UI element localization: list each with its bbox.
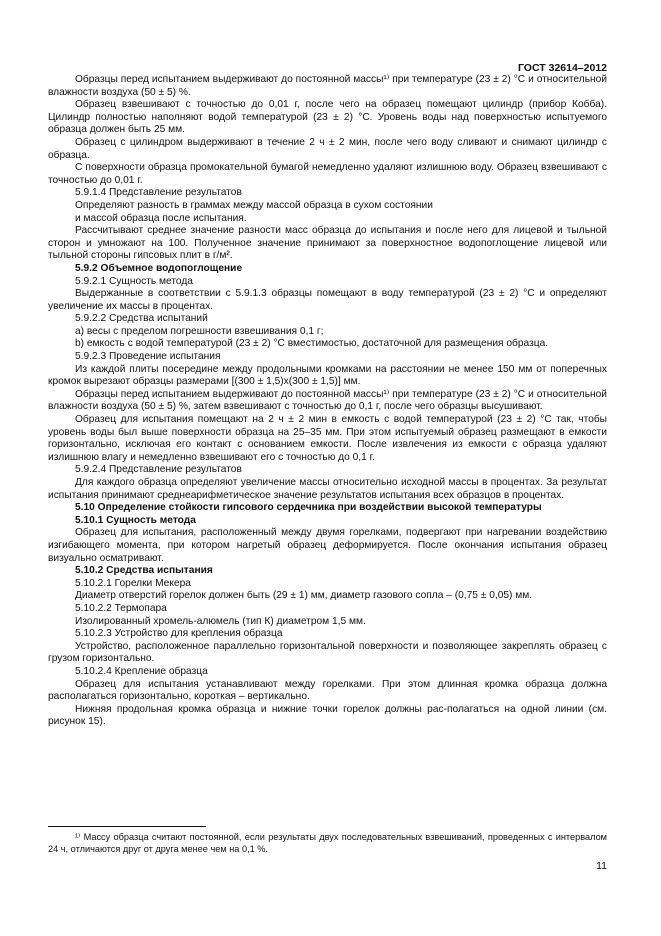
paragraph: Образец для испытания, расположенный между двумя горелками, подвергают при нагревании воздействию изгибающего момента, при котором нагретый образец деформируется. После окончания испытания образец визуально осматривают. [48, 527, 607, 564]
paragraph: Образцы перед испытанием выдерживают до постоянной массы¹⁾ при температуре (23 ± 2) °С и относительной влажности воздуха (50 ± 5) %. [48, 74, 607, 98]
paragraph: 5.10.2.3 Устройство для крепления образца [75, 628, 283, 640]
page-number: 11 [596, 860, 607, 872]
paragraph: 5.9.2 Объемное водопоглощение [75, 262, 243, 274]
footnote-divider [48, 826, 206, 827]
paragraph: Изолированный хромель-алюмель (тип К) диаметром 1,5 мм. [75, 615, 366, 627]
paragraph: Образцы перед испытанием выдерживают до постоянной массы¹⁾ при температуре (23 ± 2) °С и относительной влажности воздуха (50 ± 5) %, затем взвешивают с точностью до 0,1 г, после чего образцы высушивают. [48, 388, 607, 413]
paragraph: С поверхности образца промокательной бумагой немедленно удаляют излишнюю воду. Образец взвешивают с точностью до 0,01 г. [48, 162, 607, 186]
document-header: ГОСТ 32614–2012 [517, 62, 607, 74]
paragraph: Нижняя продольная кромка образца и нижние точки горелок должны рас-полагаться на одной линии (см. рисунок 15). [48, 703, 607, 728]
paragraph: Образец для испытания устанавливают между горелками. При этом длинная кромка образца должна располагаться горизонтально, короткая – вертикально. [48, 678, 607, 703]
paragraph: Устройство, расположенное параллельно горизонтальной поверхности и позволяющее закреплять образец с грузом горизонтально. [48, 640, 607, 665]
paragraph: Диаметр отверстий горелок должен быть (29 ± 1) мм, диаметр газового сопла – (0,75 ± 0,05) мм. [75, 590, 533, 602]
paragraph: Образец для испытания помещают на 2 ч ± 2 мин в емкость с водой температурой (23 ± 2) °С так, чтобы уровень воды был выше поверхности образца на 25–35 мм. При этом испытуемый образец размещают в емкости горизонтально, исключая его контакт с основанием емкости. После извлечения из емкости с образца удаляют излишнюю влагу и немедленно взвешивают его с точностью до 0,1 г. [48, 414, 607, 463]
paragraph: b) емкость с водой температурой (23 ± 2) °С вместимостью, достаточной для размещения образца. [75, 338, 549, 350]
paragraph: Образец взвешивают с точностью до 0,01 г, после чего на образец помещают цилиндр (прибор Кобба). Цилиндр полностью наполняют водой температурой (23 ± 2) °С. Уровень воды над поверхностью испытуемого образца должен быть 25 мм. [48, 99, 607, 136]
paragraph: 5.9.1.4 Представление результатов [75, 187, 242, 199]
paragraph: 5.9.2.1 Сущность метода [75, 275, 193, 287]
footnote: ¹⁾ Массу образца считают постоянной, если результаты двух последовательных взвешиваний, проведенных с интервалом 24 ч, отличаются друг от друга менее чем на 0,1 %. [48, 832, 607, 854]
paragraph: Выдержанные в соответствии с 5.9.1.3 образцы помещают в воду температурой (23 ± 2) °С и определяют увеличение их массы в процентах. [48, 288, 607, 312]
paragraph: 5.10 Определение стойкости гипсового сердечника при воздействии высокой температуры [75, 502, 542, 514]
paragraph: 5.10.2.1 Горелки Мекера [75, 577, 191, 589]
paragraph: Образец с цилиндром выдерживают в течение 2 ч ± 2 мин, после чего воду сливают и снимают цилиндр с образца. [48, 136, 607, 161]
paragraph: 5.10.2.4 Крепление образца [75, 665, 208, 677]
paragraph: Рассчитывают среднее значение разности масс образца до испытания и после него для лицевой и тыльной сторон и умножают на 100. Полученное значение принимают за поверхностное водопоглощение лицевой или тыльной стороны гипсовых плит в г/м². [48, 225, 607, 262]
paragraph: 5.10.2 Средства испытания [75, 565, 213, 577]
paragraph: Из каждой плиты посередине между продольными кромками на расстоянии не менее 150 мм от поперечных кромок вырезают образцы размерами [(300 ± 1,5)х(300 ± 1,5)] мм. [48, 363, 607, 388]
paragraph: Для каждого образца определяют увеличение массы относительно исходной массы в процентах. За результат испытания принимают среднеарифметическое значение результатов испытания всех образцов в процентах. [48, 477, 607, 501]
paragraph: 5.10.1 Сущность метода [75, 514, 196, 526]
paragraph: 5.9.2.3 Проведение испытания [75, 351, 221, 363]
paragraph: 5.9.2.2 Средства испытаний [75, 313, 208, 325]
paragraph: и массой образца после испытания. [75, 212, 247, 224]
document-body [48, 74, 607, 729]
paragraph: 5.9.2.4 Представление результатов [75, 464, 242, 476]
paragraph: а) весы с пределом погрешности взвешивания 0,1 г; [75, 325, 324, 337]
paragraph: 5.10.2.2 Термопара [75, 602, 167, 614]
paragraph: Определяют разность в граммах между массой образца в сухом состоянии [75, 199, 433, 211]
